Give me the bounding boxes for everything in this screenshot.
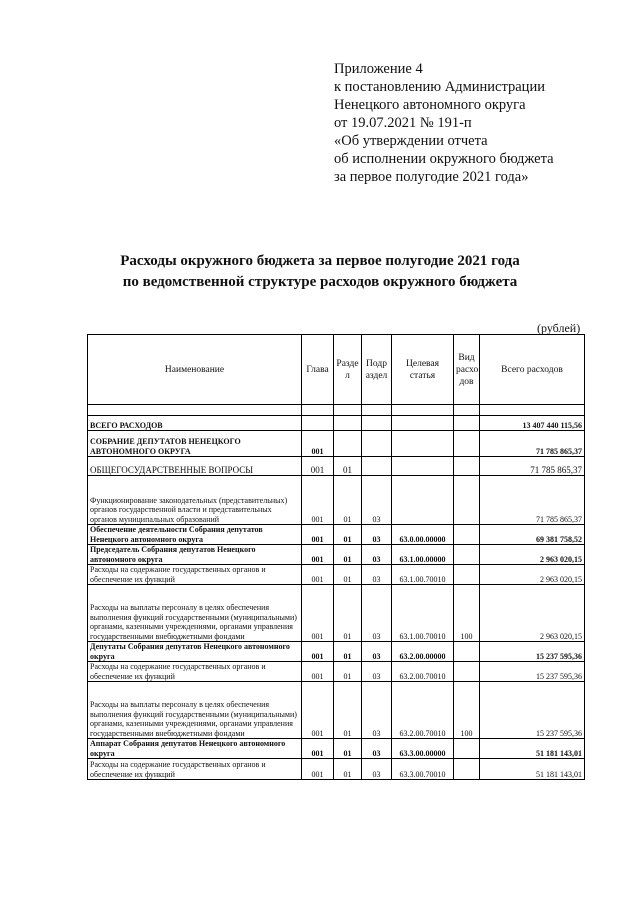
spacer-cell <box>392 405 454 416</box>
cell-chapter: 001 <box>302 739 334 759</box>
cell-amount: 2 963 020,15 <box>480 585 585 642</box>
appendix-line: к постановлению Администрации <box>334 79 545 95</box>
header-name: Наименование <box>88 335 302 405</box>
cell-name: Расходы на содержание государственных органов и обеспечение их функций <box>88 662 302 682</box>
cell-type: 100 <box>454 682 480 739</box>
cell-chapter: 001 <box>302 642 334 662</box>
cell-chapter: 001 <box>302 662 334 682</box>
appendix-line: об исполнении окружного бюджета <box>334 151 554 167</box>
cell-name: СОБРАНИЕ ДЕПУТАТОВ НЕНЕЦКОГО АВТОНОМНОГО ОКРУГА <box>88 431 302 457</box>
cell-name: ВСЕГО РАСХОДОВ <box>88 416 302 431</box>
cell-target: 63.2.00.70010 <box>392 662 454 682</box>
appendix-line: «Об утверждении отчета <box>334 133 488 149</box>
cell-target <box>392 431 454 457</box>
cell-target: 63.1.00.00000 <box>392 545 454 565</box>
cell-section: 01 <box>334 585 362 642</box>
table-row <box>88 457 585 476</box>
cell-chapter: 001 <box>302 545 334 565</box>
cell-chapter <box>302 416 334 431</box>
header-subsection: Подр аздел <box>362 335 392 405</box>
cell-section: 01 <box>334 759 362 780</box>
table-row <box>88 565 585 585</box>
cell-chapter: 001 <box>302 431 334 457</box>
cell-type <box>454 642 480 662</box>
title-line-1: Расходы окружного бюджета за первое полугодие 2021 года <box>120 253 520 269</box>
cell-subsection: 03 <box>362 525 392 545</box>
appendix-block <box>334 60 634 186</box>
cell-name: Депутаты Собрания депутатов Ненецкого автономного округа <box>88 642 302 662</box>
cell-type <box>454 545 480 565</box>
cell-amount: 15 237 595,36 <box>480 662 585 682</box>
cell-amount: 15 237 595,36 <box>480 642 585 662</box>
header-type: Вид расхо дов <box>454 335 480 405</box>
cell-name: Аппарат Собрания депутатов Ненецкого автономного округа <box>88 739 302 759</box>
table-row <box>88 662 585 682</box>
cell-amount: 71 785 865,37 <box>480 457 585 476</box>
cell-target: 63.1.00.70010 <box>392 585 454 642</box>
spacer-cell <box>302 405 334 416</box>
spacer-cell <box>454 405 480 416</box>
cell-section: 01 <box>334 457 362 476</box>
appendix-line: от 19.07.2021 № 191-п <box>334 115 472 131</box>
cell-target <box>392 416 454 431</box>
cell-target: 63.2.00.70010 <box>392 682 454 739</box>
header-total: Всего расходов <box>480 335 585 405</box>
cell-type <box>454 565 480 585</box>
table-row <box>88 476 585 525</box>
table-row <box>88 416 585 431</box>
cell-target: 63.1.00.70010 <box>392 565 454 585</box>
cell-amount: 2 963 020,15 <box>480 545 585 565</box>
cell-name: ОБЩЕГОСУДАРСТВЕННЫЕ ВОПРОСЫ <box>88 457 302 476</box>
header-target: Целевая статья <box>392 335 454 405</box>
cell-chapter: 001 <box>302 476 334 525</box>
cell-target: 63.2.00.00000 <box>392 642 454 662</box>
cell-section: 01 <box>334 545 362 565</box>
cell-amount: 51 181 143,01 <box>480 739 585 759</box>
cell-amount: 2 963 020,15 <box>480 565 585 585</box>
cell-target <box>392 457 454 476</box>
cell-type <box>454 416 480 431</box>
cell-target: 63.3.00.70010 <box>392 759 454 780</box>
cell-name: Расходы на выплаты персоналу в целях обеспечения выполнения функций государственными (муниципальными) органами, казенными учреждениями, органами управления государственными внебюджетными фондами <box>88 585 302 642</box>
cell-subsection: 03 <box>362 759 392 780</box>
spacer-cell <box>362 405 392 416</box>
cell-subsection: 03 <box>362 476 392 525</box>
cell-chapter: 001 <box>302 457 334 476</box>
cell-name: Расходы на выплаты персоналу в целях обеспечения выполнения функций государственными (муниципальными) органами, казенными учреждениями, органами управления государственными внебюджетными фондами <box>88 682 302 739</box>
appendix-line: Приложение 4 <box>334 61 423 77</box>
table-row <box>88 545 585 565</box>
appendix-line: Ненецкого автономного округа <box>334 97 526 113</box>
table-row <box>88 525 585 545</box>
cell-type <box>454 525 480 545</box>
cell-subsection: 03 <box>362 662 392 682</box>
document-title <box>0 251 640 293</box>
cell-subsection <box>362 457 392 476</box>
title-line-2: по ведомственной структуре расходов окружного бюджета <box>122 274 518 290</box>
cell-name: Расходы на содержание государственных органов и обеспечение их функций <box>88 565 302 585</box>
table-row <box>88 431 585 457</box>
header-section: Разде л <box>334 335 362 405</box>
table-row <box>88 585 585 642</box>
cell-chapter: 001 <box>302 759 334 780</box>
cell-section: 01 <box>334 525 362 545</box>
cell-type <box>454 662 480 682</box>
cell-chapter: 001 <box>302 585 334 642</box>
cell-amount: 71 785 865,37 <box>480 476 585 525</box>
budget-table <box>87 334 585 780</box>
cell-section: 01 <box>334 682 362 739</box>
cell-chapter: 001 <box>302 682 334 739</box>
table-row <box>88 739 585 759</box>
table-header-row <box>88 335 585 405</box>
cell-chapter: 001 <box>302 525 334 545</box>
cell-section <box>334 431 362 457</box>
cell-name: Председатель Собрания депутатов Ненецкого автономного округа <box>88 545 302 565</box>
cell-section <box>334 416 362 431</box>
cell-type <box>454 476 480 525</box>
table-spacer-row <box>88 405 585 416</box>
cell-amount: 71 785 865,37 <box>480 431 585 457</box>
table-row <box>88 759 585 780</box>
cell-type: 100 <box>454 585 480 642</box>
cell-section: 01 <box>334 565 362 585</box>
cell-section: 01 <box>334 642 362 662</box>
cell-section: 01 <box>334 739 362 759</box>
cell-subsection <box>362 416 392 431</box>
cell-subsection: 03 <box>362 642 392 662</box>
cell-chapter: 001 <box>302 565 334 585</box>
cell-section: 01 <box>334 662 362 682</box>
table-row <box>88 642 585 662</box>
cell-type <box>454 759 480 780</box>
cell-type <box>454 739 480 759</box>
cell-subsection: 03 <box>362 585 392 642</box>
cell-subsection: 03 <box>362 682 392 739</box>
cell-subsection: 03 <box>362 565 392 585</box>
cell-subsection: 03 <box>362 739 392 759</box>
cell-name: Расходы на содержание государственных органов и обеспечение их функций <box>88 759 302 780</box>
cell-name: Функционирование законодательных (представительных) органов государственной власти и представительных органов муниципальных образований <box>88 476 302 525</box>
cell-amount: 15 237 595,36 <box>480 682 585 739</box>
units-label: (рублей) <box>537 321 581 335</box>
cell-target <box>392 476 454 525</box>
spacer-cell <box>480 405 585 416</box>
cell-subsection <box>362 431 392 457</box>
cell-amount: 13 407 440 115,56 <box>480 416 585 431</box>
table-row <box>88 682 585 739</box>
spacer-cell <box>334 405 362 416</box>
header-chapter: Глава <box>302 335 334 405</box>
cell-target: 63.3.00.00000 <box>392 739 454 759</box>
cell-target: 63.0.00.00000 <box>392 525 454 545</box>
cell-amount: 69 381 758,52 <box>480 525 585 545</box>
cell-type <box>454 457 480 476</box>
cell-name: Обеспечение деятельности Собрания депутатов Ненецкого автономного округа <box>88 525 302 545</box>
spacer-cell <box>88 405 302 416</box>
cell-type <box>454 431 480 457</box>
cell-amount: 51 181 143,01 <box>480 759 585 780</box>
cell-section: 01 <box>334 476 362 525</box>
cell-subsection: 03 <box>362 545 392 565</box>
appendix-line: за первое полугодие 2021 года» <box>334 169 529 185</box>
